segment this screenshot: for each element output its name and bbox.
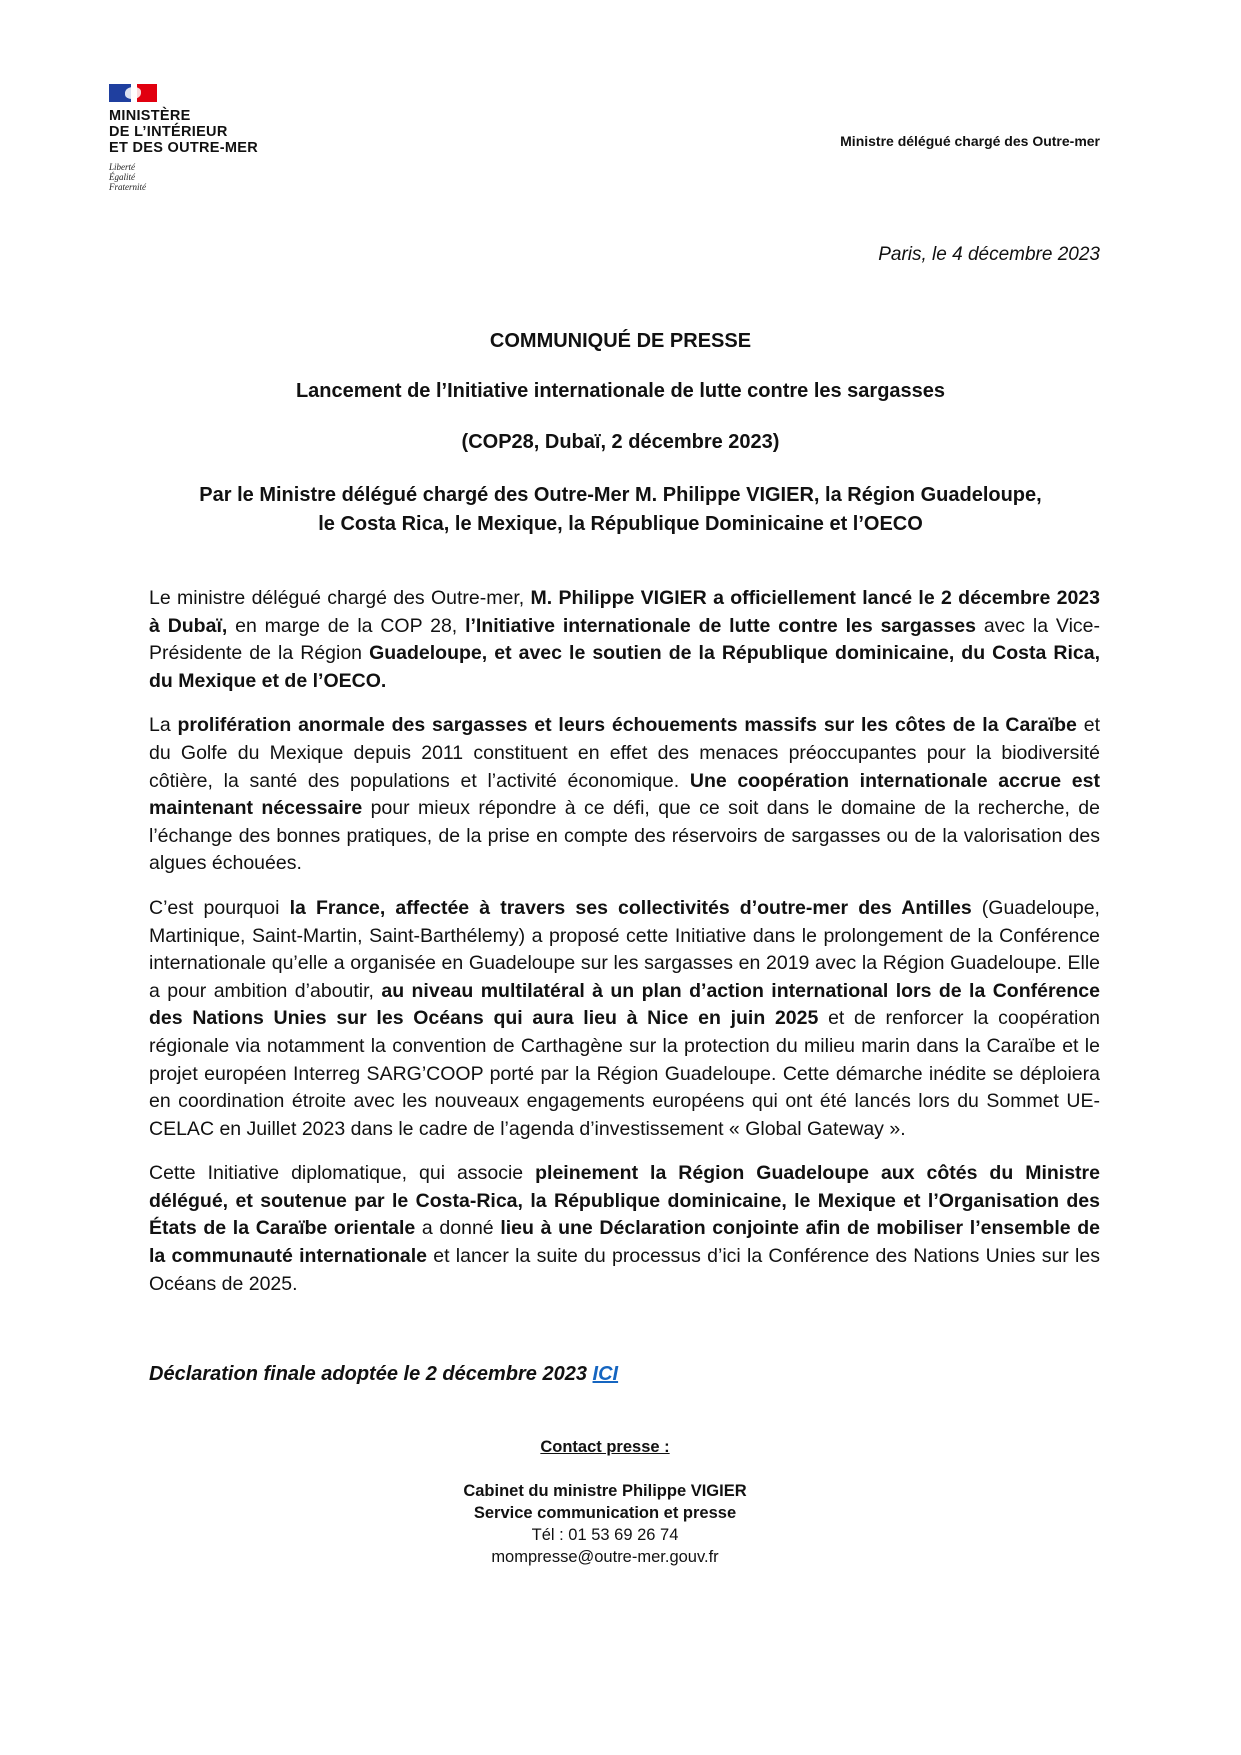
press-release-date: Paris, le 4 décembre 2023	[878, 244, 1100, 265]
press-release-body	[149, 585, 1100, 1315]
event-subtitle: (COP28, Dubaï, 2 décembre 2023)	[461, 431, 780, 453]
press-contact	[380, 1436, 830, 1568]
byline: Par le Ministre délégué chargé des Outre-Mer M. Philippe VIGIER, la Région Guadeloupe, le Costa Rica, le Mexique, la République Dominicaine et l’OECO	[199, 484, 1042, 535]
paragraph: Le ministre délégué chargé des Outre-mer, M. Philippe VIGIER a officiellement lancé le 2 décembre 2023 à Dubaï, en marge de la COP 28, l’Initiative internationale de lutte contre les sargasses avec la Vice-Présidente de la Région Guadeloupe, et avec le soutien de la République dominicaine, du Costa Rica, du Mexique et de l’OECO.	[149, 587, 1101, 692]
contact-office: Cabinet du ministre Philippe VIGIER	[463, 1482, 747, 1500]
contact-title: Contact presse :	[540, 1438, 670, 1456]
final-declaration	[149, 1363, 618, 1386]
paragraph: La prolifération anormale des sargasses et leurs échouements massifs sur les côtes de la Caraïbe et du Golfe du Mexique depuis 2011 constituent en effet des menaces préoccupantes pour la biodiversité côtière, la santé des populations et l’activité économique. Une coopération internationale accrue est maintenant nécessaire pour mieux répondre à ce défi, que ce soit dans le domaine de la recherche, de l’échange des bonnes pratiques, de la prise en compte des réservoirs de sargasses ou de la valorisation des algues échouées.	[149, 714, 1100, 875]
declaration-link[interactable]: ICI	[592, 1363, 619, 1385]
headline: Lancement de l’Initiative internationale de lutte contre les sargasses	[295, 380, 946, 402]
contact-phone: Tél : 01 53 69 26 74	[531, 1526, 679, 1544]
ministry-name: MINISTÈRE DE L’INTÉRIEUR ET DES OUTRE-MER	[109, 108, 258, 156]
paragraph: Cette Initiative diplomatique, qui associe pleinement la Région Guadeloupe aux côtés du Ministre délégué, et soutenue par le Costa-Rica, la République dominicaine, le Mexique et l’Organisation des États de la Caraïbe orientale a donné lieu à une Déclaration conjointe afin de mobiliser l’ensemble de la communauté internationale et lancer la suite du processus d’ici la Conférence des Nations Unies sur les Océans de 2025.	[149, 1162, 1101, 1295]
republic-motto: Liberté Égalité Fraternité	[109, 162, 146, 192]
french-flag-icon	[109, 84, 157, 102]
paragraph: C’est pourquoi la France, affectée à travers ses collectivités d’outre-mer des Antilles (Guadeloupe, Martinique, Saint-Martin, Saint-Barthélemy) a proposé cette Initiative dans le prolongement de la Conférence internationale qu’elle a organisée en Guadeloupe sur les sargasses en 2019 avec la Région Guadeloupe. Elle a pour ambition d’aboutir, au niveau multilatéral à un plan d’action international lors de la Conférence des Nations Unies sur les Océans qui aura lieu à Nice en juin 2025 et de renforcer la coopération régionale via notamment la convention de Carthagène sur la protection du milieu marin dans la Caraïbe et le projet européen Interreg SARG’COOP porté par la Région Guadeloupe. Cette démarche inédite se déploiera en coordination étroite avec les nouveaux engagements européens qui ont été lancés lors du Sommet UE-CELAC en Juillet 2023 dans le cadre de l’agenda d’investissement « Global Gateway ».	[149, 896, 1101, 1140]
contact-email[interactable]: mompresse@outre-mer.gouv.fr	[491, 1548, 719, 1566]
ministry-logo	[109, 84, 309, 192]
final-declaration-text: Déclaration finale adoptée le 2 décembre 2023	[149, 1363, 593, 1385]
document-type: COMMUNIQUÉ DE PRESSE	[489, 330, 752, 352]
contact-service: Service communication et presse	[473, 1504, 737, 1522]
issuer-title: Ministre délégué chargé des Outre-mer	[840, 133, 1100, 149]
